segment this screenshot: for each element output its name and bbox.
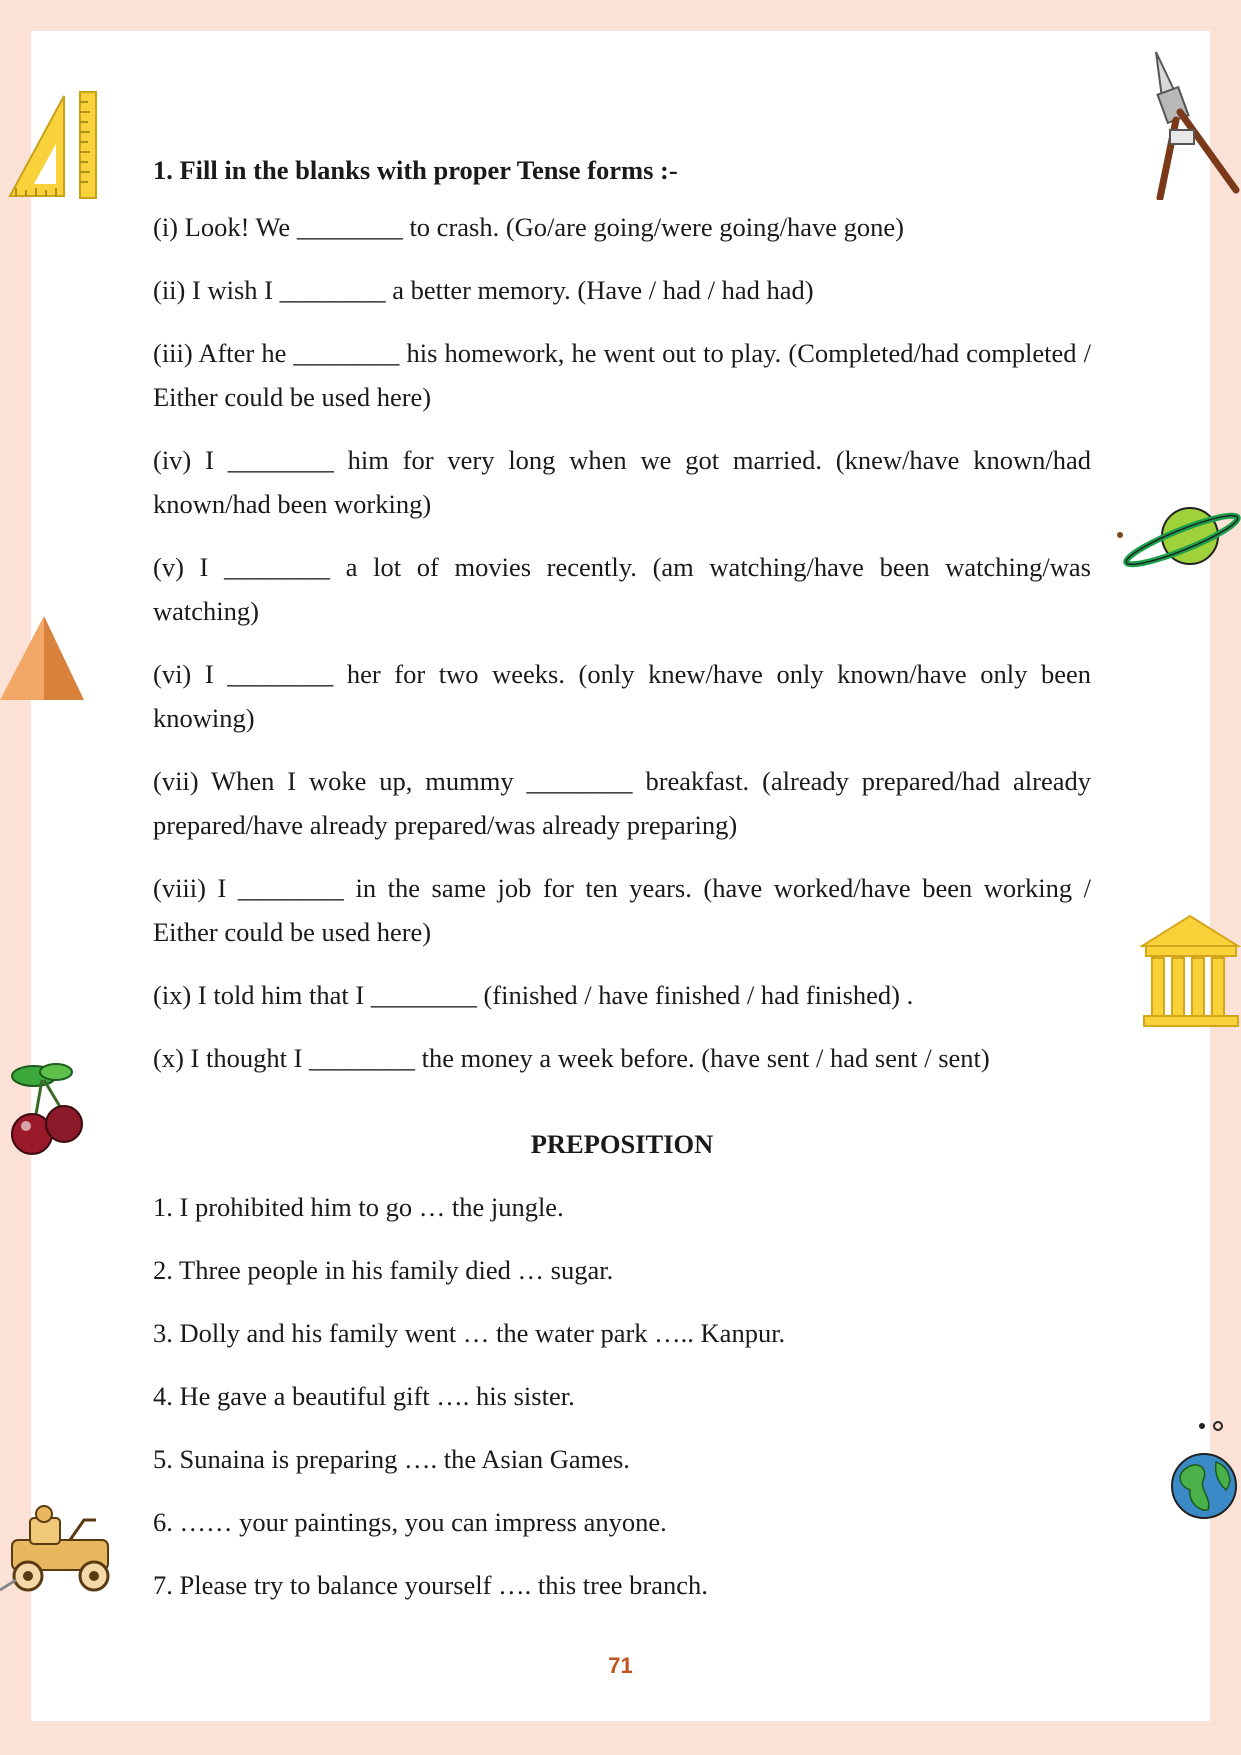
preposition-item: 6. …… your paintings, you can impress anyone. [153,1507,667,1537]
pyramid-icon [0,612,88,704]
section-title-preposition: PREPOSITION [530,1129,714,1159]
exercise-heading: 1. Fill in the blanks with proper Tense forms :- [153,155,678,185]
toy-car-icon [0,1500,128,1600]
shovel-icon [1150,50,1240,200]
exercise-item: (ii) I wish I ________ a better memory. (Have / had / had had) [153,275,814,305]
planet-icon [1112,500,1241,572]
exercise-item: (ix) I told him that I ________ (finished / have finished / had finished) . [153,980,914,1010]
preposition-item: 2. Three people in his family died … sugar. [153,1255,614,1285]
preposition-item: 7. Please try to balance yourself …. this tree branch. [153,1570,708,1600]
globe-icon [1168,1420,1241,1520]
exercise-item: (viii) I ________ in the same job for ten years. (have worked/have been working / Either could be used here) [153,873,1091,947]
preposition-item: 4. He gave a beautiful gift …. his sister. [153,1381,575,1411]
exercise-item: (iv) I ________ him for very long when we got married. (knew/have known/had known/had been working) [153,445,1091,519]
ruler-triangle-icon [4,88,102,200]
page-number: 71 [608,1653,633,1678]
worksheet-content [153,148,1091,1626]
cherry-icon [4,1058,88,1162]
exercise-item: (x) I thought I ________ the money a week before. (have sent / had sent / sent) [153,1043,990,1073]
exercise-item: (v) I ________ a lot of movies recently. (am watching/have been watching/was watching) [153,552,1091,626]
preposition-item: 5. Sunaina is preparing …. the Asian Games. [153,1444,630,1474]
exercise-item: (iii) After he ________ his homework, he went out to play. (Completed/had completed / Either could be used here) [153,338,1091,412]
exercise-item: (vi) I ________ her for two weeks. (only knew/have only known/have only been knowing) [153,659,1091,733]
exercise-item: (vii) When I woke up, mummy ________ breakfast. (already prepared/had already prepared/have already prepared/was already preparing) [153,766,1091,840]
preposition-item: 1. I prohibited him to go … the jungle. [153,1192,564,1222]
temple-icon [1140,912,1241,1030]
preposition-item: 3. Dolly and his family went … the water park ….. Kanpur. [153,1318,786,1348]
exercise-item: (i) Look! We ________ to crash. (Go/are going/were going/have gone) [153,212,904,242]
